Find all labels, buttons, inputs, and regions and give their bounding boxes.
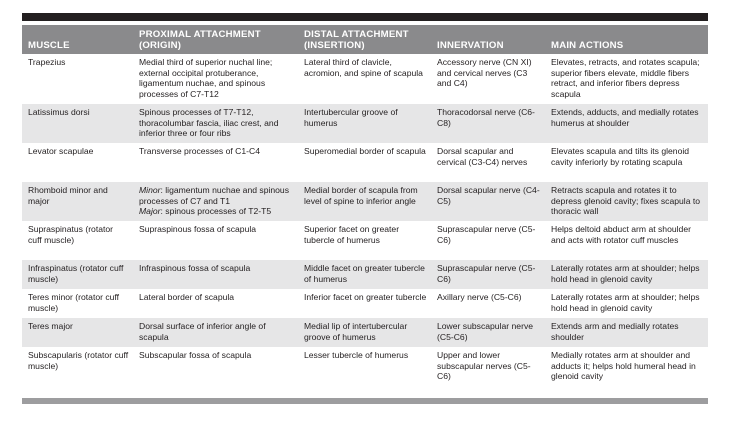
proximal-cell: Dorsal surface of inferior angle of scapula	[133, 318, 298, 347]
header-row	[22, 25, 708, 54]
actions-cell: Extends, adducts, and medially rotates humerus at shoulder	[545, 104, 708, 143]
distal-cell: Medial lip of intertubercular groove of humerus	[298, 318, 431, 347]
muscle-cell: Subscapularis (rotator cuff muscle)	[28, 350, 129, 371]
actions-cell: Retracts scapula and rotates it to depress glenoid cavity; fixes scapula to thoracic wall	[545, 182, 708, 221]
bottom-rule	[22, 398, 708, 404]
proximal-cell: Medial third of superior nuchal line; external occipital protuberance, ligamentum nuchae, and spinous processes of C7-T12	[139, 57, 273, 99]
proximal-cell: Spinous processes of T7-T12, thoracolumbar fascia, iliac crest, and inferior three or four ribs	[133, 104, 298, 143]
distal-cell: Superior facet on greater tubercle of humerus	[304, 224, 400, 245]
innervation-cell: Thoracodorsal nerve (C6-C8)	[431, 104, 545, 143]
actions-cell: Elevates, retracts, and rotates scapula; superior fibers elevate, middle fibers retract, and inferior fibers depress scapula	[551, 57, 700, 99]
innervation-cell: Dorsal scapular nerve (C4-C5)	[431, 182, 545, 221]
muscle-cell: Rhomboid minor and major	[22, 182, 133, 221]
distal-cell: Intertubercular groove of humerus	[298, 104, 431, 143]
col-header-distal: DISTAL ATTACHMENT (INSERTION)	[298, 25, 431, 54]
distal-cell: Inferior facet on greater tubercle	[304, 292, 427, 302]
muscle-cell: Supraspinatus (rotator cuff muscle)	[28, 224, 114, 245]
innervation-cell: Axillary nerve (C5-C6)	[437, 292, 522, 302]
top-rule	[22, 13, 708, 21]
distal-cell: Superomedial border of scapula	[304, 146, 426, 156]
innervation-cell: Suprascapular nerve (C5-C6)	[431, 260, 545, 289]
innervation-cell: Accessory nerve (CN XI) and cervical nerves (C3 and C4)	[437, 57, 532, 89]
muscle-table	[22, 25, 708, 387]
muscle-cell: Levator scapulae	[28, 146, 94, 156]
actions-cell: Extends arm and medially rotates shoulder	[545, 318, 708, 347]
distal-cell: Middle facet on greater tubercle of humerus	[298, 260, 431, 289]
actions-cell: Medially rotates arm at shoulder and adducts it; helps hold humeral head in glenoid cavity	[551, 350, 696, 382]
table-row	[22, 289, 708, 318]
actions-cell: Elevates scapula and tilts its glenoid cavity inferiorly by rotating scapula	[551, 146, 690, 167]
table-row	[22, 318, 708, 347]
col-header-proximal: PROXIMAL ATTACHMENT (ORIGIN)	[133, 25, 298, 54]
table-row	[22, 221, 708, 260]
table-row	[22, 54, 708, 104]
proximal-cell: Supraspinous fossa of scapula	[139, 224, 257, 234]
major-text: : spinous processes of T2-T5	[160, 206, 272, 217]
distal-cell: Medial border of scapula from level of spine to inferior angle	[298, 182, 431, 221]
muscle-cell: Teres major	[22, 318, 133, 347]
minor-label: Minor	[139, 185, 161, 195]
muscle-cell: Latissimus dorsi	[22, 104, 133, 143]
innervation-cell: Upper and lower subscapular nerves (C5-C6)	[437, 350, 531, 382]
table-row	[22, 143, 708, 182]
col-header-innervation: INNERVATION	[431, 25, 545, 54]
col-header-actions: MAIN ACTIONS	[545, 25, 708, 54]
major-label: Major	[139, 206, 161, 217]
proximal-cell: Transverse processes of C1-C4	[139, 146, 260, 156]
proximal-cell: Infraspinous fossa of scapula	[133, 260, 298, 289]
actions-cell: Laterally rotates arm at shoulder; helps hold head in glenoid cavity	[545, 260, 708, 289]
muscle-cell: Infraspinatus (rotator cuff muscle)	[22, 260, 133, 289]
table-row	[22, 104, 708, 143]
col-header-muscle: MUSCLE	[22, 25, 133, 54]
minor-text: : ligamentum nuchae and spinous processes of C7 and T1	[139, 185, 290, 206]
table-row	[22, 347, 708, 387]
table-row	[22, 260, 708, 289]
innervation-cell: Lower subscapular nerve (C5-C6)	[431, 318, 545, 347]
actions-cell: Helps deltoid abduct arm at shoulder and acts with rotator cuff muscles	[551, 224, 691, 245]
table-row	[22, 182, 708, 221]
actions-cell: Laterally rotates arm at shoulder; helps hold head in glenoid cavity	[551, 292, 700, 313]
innervation-cell: Dorsal scapular and cervical (C3-C4) nerves	[437, 146, 528, 167]
muscle-cell: Trapezius	[28, 57, 66, 67]
muscle-cell: Teres minor (rotator cuff muscle)	[28, 292, 120, 313]
distal-cell: Lesser tubercle of humerus	[304, 350, 409, 360]
distal-cell: Lateral third of clavicle, acromion, and spine of scapula	[304, 57, 423, 78]
proximal-cell	[133, 182, 298, 221]
proximal-cell: Subscapular fossa of scapula	[139, 350, 252, 360]
proximal-cell: Lateral border of scapula	[139, 292, 235, 302]
innervation-cell: Suprascapular nerve (C5-C6)	[437, 224, 536, 245]
